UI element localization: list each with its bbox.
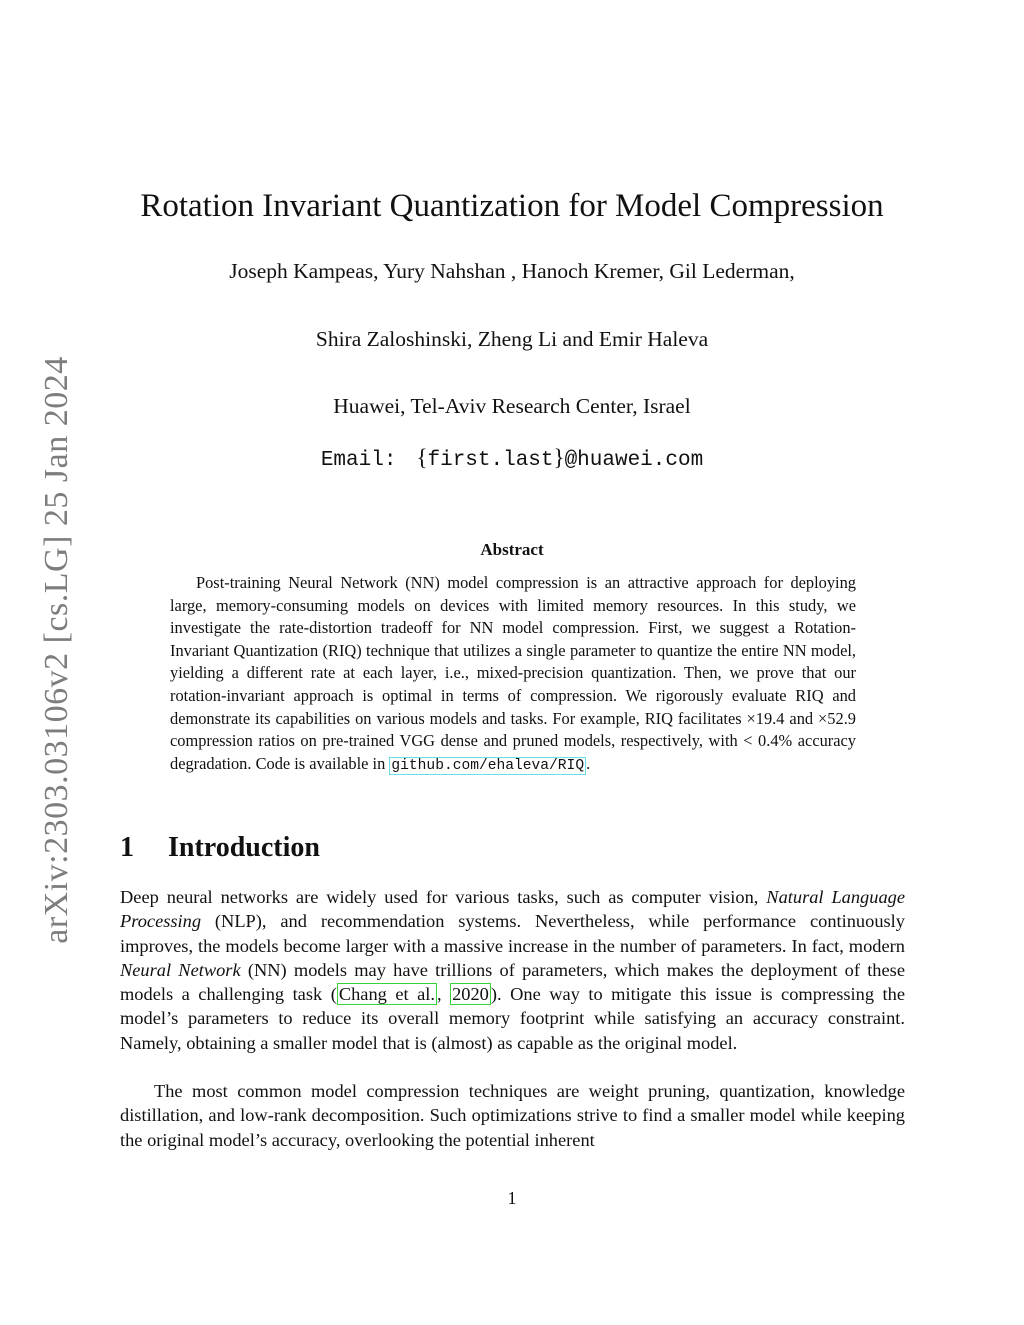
authors-line-2: Shira Zaloshinski, Zheng Li and Emir Haleva — [315, 327, 709, 351]
arxiv-stamp: arXiv:2303.03106v2 [cs.LG] 25 Jan 2024 — [38, 356, 75, 944]
intro-p1-text-3: (NN) models may have trillions of parameters, which makes the deployment of these models a challenging task ( — [120, 959, 905, 1005]
term-nn: Neural Network — [120, 959, 241, 980]
section-title: Introduction — [168, 832, 320, 863]
email-open-brace: { — [416, 445, 428, 470]
affiliation: Huawei, Tel-Aviv Research Center, Israel — [333, 394, 691, 418]
intro-p1-text-4: ). One way to mitigate this issue is compressing the model’s parameters to reduce its overall memory footprint while satisfying an accuracy constraint. Namely, obtaining a smaller model that is (almost) as capable as the original model. — [120, 984, 905, 1053]
intro-paragraph-1 — [120, 885, 905, 1055]
page-number: 1 — [507, 1188, 517, 1208]
abstract-heading: Abstract — [480, 540, 544, 559]
email-local-part: first.last — [427, 449, 554, 472]
section-heading — [120, 832, 320, 864]
abstract-end-punct: . — [586, 753, 591, 773]
citation-author-link[interactable]: Chang et al. — [338, 984, 435, 1005]
paper-title: Rotation Invariant Quantization for Model Compression — [140, 188, 884, 224]
intro-paragraph-2: The most common model compression techniques are weight pruning, quantization, knowledge distillation, and low-rank decomposition. Such optimizations strive to find a smaller model while keeping the original model’s accuracy, overlooking the potential inherent — [120, 1081, 905, 1150]
section-number: 1 — [120, 832, 134, 863]
code-repo-link[interactable]: github.com/ehaleva/RIQ — [391, 757, 585, 774]
abstract-text: Post-training Neural Network (NN) model compression is an attractive approach for deploying large, memory-consuming models on devices with limited memory resources. In this study, we investigate the rate-distortion tradeoff for NN model compression. First, we suggest a Rotation-Invariant Quantization (RIQ) technique that utilizes a single parameter to quantize the entire NN model, yielding a different rate at each layer, i.e., mixed-precision quantization. Then, we prove that our rotation-invariant approach is optimal in terms of compression. We rigorously evaluate RIQ and demonstrate its capabilities on various models and tasks. For example, RIQ facilitates ×19.4 and ×52.9 compression ratios on pre-trained VGG dense and pruned models, respectively, with < 0.4% accuracy degradation. Code is available in — [170, 573, 856, 773]
term-nlp: Natural Language Processing — [120, 887, 906, 932]
citation-year-link[interactable]: 2020 — [452, 984, 489, 1005]
email-close-brace: } — [553, 445, 565, 470]
email-line — [0, 445, 1024, 472]
intro-p1-text-2: (NLP), and recommendation systems. Nevertheless, while performance continuously improves, the models become larger with a massive increase in the number of parameters. In fact, modern — [120, 911, 905, 956]
abstract-body — [170, 572, 856, 777]
intro-p1-text-1: Deep neural networks are widely used for various tasks, such as computer vision, — [120, 887, 759, 907]
authors-line-1: Joseph Kampeas, Yury Nahshan , Hanoch Kremer, Gil Lederman, — [229, 259, 795, 283]
citation-separator: , — [436, 984, 451, 1005]
email-label: Email: — [320, 449, 397, 472]
email-domain: @huawei.com — [564, 449, 704, 472]
